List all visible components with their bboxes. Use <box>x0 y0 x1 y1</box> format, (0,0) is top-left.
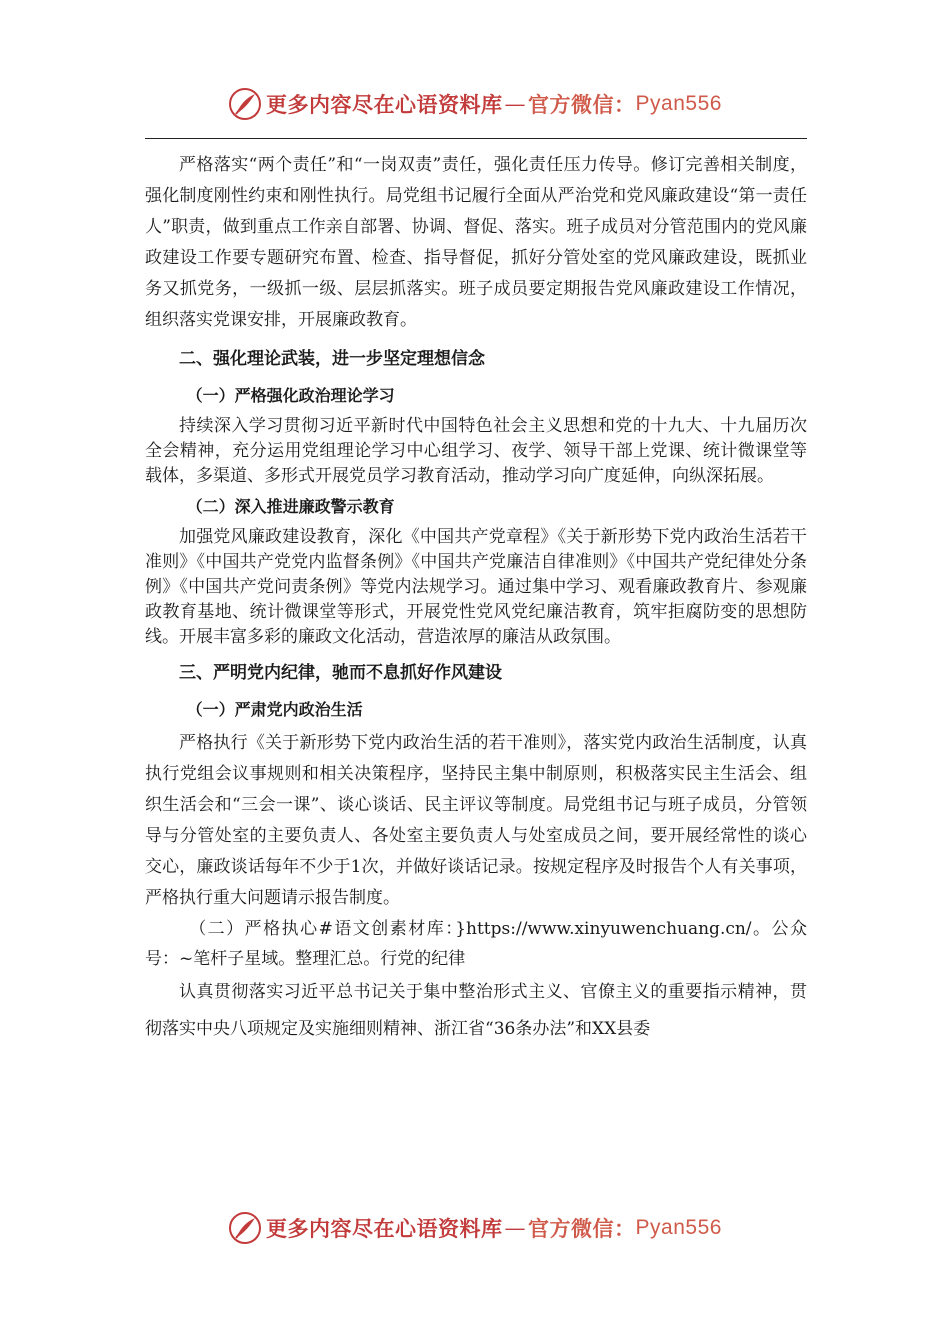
banner-separator: — <box>504 92 527 116</box>
banner-wechat-id: Pyan556 <box>635 1216 722 1239</box>
subsection-heading-2-2: （二）深入推进廉政警示教育 <box>186 497 395 516</box>
banner-wechat-label: 官方微信： <box>528 92 636 117</box>
header-rule <box>145 138 807 139</box>
banner-wechat-label: 官方微信： <box>528 1216 636 1241</box>
banner-wechat-id: Pyan556 <box>635 92 722 115</box>
paragraph-style-rectification: 认真贯彻落实习近平总书记关于集中整治形式主义、官僚主义的重要指示精神，贯彻落实中央八项规定及实施细则精神、浙江省“36条办法”和XX县委 <box>145 982 807 1039</box>
paragraph-warning-education: 加强党风廉政建设教育，深化《中国共产党章程》《关于新形势下党内政治生活若干准则》《中国共产党党内监督条例》《中国共产党廉洁自律准则》《中国共产党纪律处分条例》《中国共产党问责条例》等党内法规学习。通过集中学习、观看廉政教育片、参观廉政教育基地、统计微课堂等形式，开展党性党风党纪廉洁教育，筑牢拒腐防变的思想防线。开展丰富多彩的廉政文化活动，营造浓厚的廉洁从政氛围。 <box>145 527 807 647</box>
quill-logo-icon <box>228 1211 262 1245</box>
subsection-heading-2-1: （一）严格强化政治理论学习 <box>186 386 395 405</box>
paragraph-theory-study: 持续深入学习贯彻习近平新时代中国特色社会主义思想和党的十九大、十九届历次全会精神，充分运用党组理论学习中心组学习、夜学、领导干部上党课、统计微课堂等载体，多渠道、多形式开展党员学习教育活动，推动学习向广度延伸，向纵深拓展。 <box>145 416 807 486</box>
footer-banner <box>0 1208 950 1248</box>
quill-logo-icon <box>228 87 262 121</box>
document-body <box>145 150 807 1048</box>
section-heading-3: 三、严明党内纪律，驰而不息抓好作风建设 <box>179 663 502 683</box>
banner-separator: — <box>504 1216 527 1240</box>
banner-slogan: 更多内容尽在心语资料库 <box>266 1216 503 1241</box>
subsection-heading-3-2: （二）严格执心#语文创素材库：}https://www.xinyuwenchuang.cn/。公众号：~笔杆子星域。整理汇总。行党的纪律 <box>145 919 807 969</box>
paragraph-responsibility: 严格落实“两个责任”和“一岗双责”责任，强化责任压力传导。修订完善相关制度，强化制度刚性约束和刚性执行。局党组书记履行全面从严治党和党风廉政建设“第一责任人”职责，做到重点工作亲自部署、协调、督促、落实。班子成员对分管范围内的党风廉政建设工作要专题研究布置、检查、指导督促，抓好分管处室的党风廉政建设，既抓业务又抓党务，一级抓一级、层层抓落实。班子成员要定期报告党风廉政建设工作情况，组织落实党课安排，开展廉政教育。 <box>145 155 807 330</box>
header-banner <box>0 84 950 124</box>
section-heading-2: 二、强化理论武装，进一步坚定理想信念 <box>179 349 485 369</box>
subsection-heading-3-1: （一）严肃党内政治生活 <box>186 700 363 719</box>
paragraph-political-life: 严格执行《关于新形势下党内政治生活的若干准则》，落实党内政治生活制度，认真执行党组会议事规则和相关决策程序，坚持民主集中制原则，积极落实民主生活会、组织生活会和“三会一课”、谈心谈话、民主评议等制度。局党组书记与班子成员，分管领导与分管处室的主要负责人、各处室主要负责人与处室成员之间，要开展经常性的谈心交心，廉政谈话每年不少于1次，并做好谈话记录。按规定程序及时报告个人有关事项，严格执行重大问题请示报告制度。 <box>145 733 807 908</box>
banner-slogan: 更多内容尽在心语资料库 <box>266 92 503 117</box>
